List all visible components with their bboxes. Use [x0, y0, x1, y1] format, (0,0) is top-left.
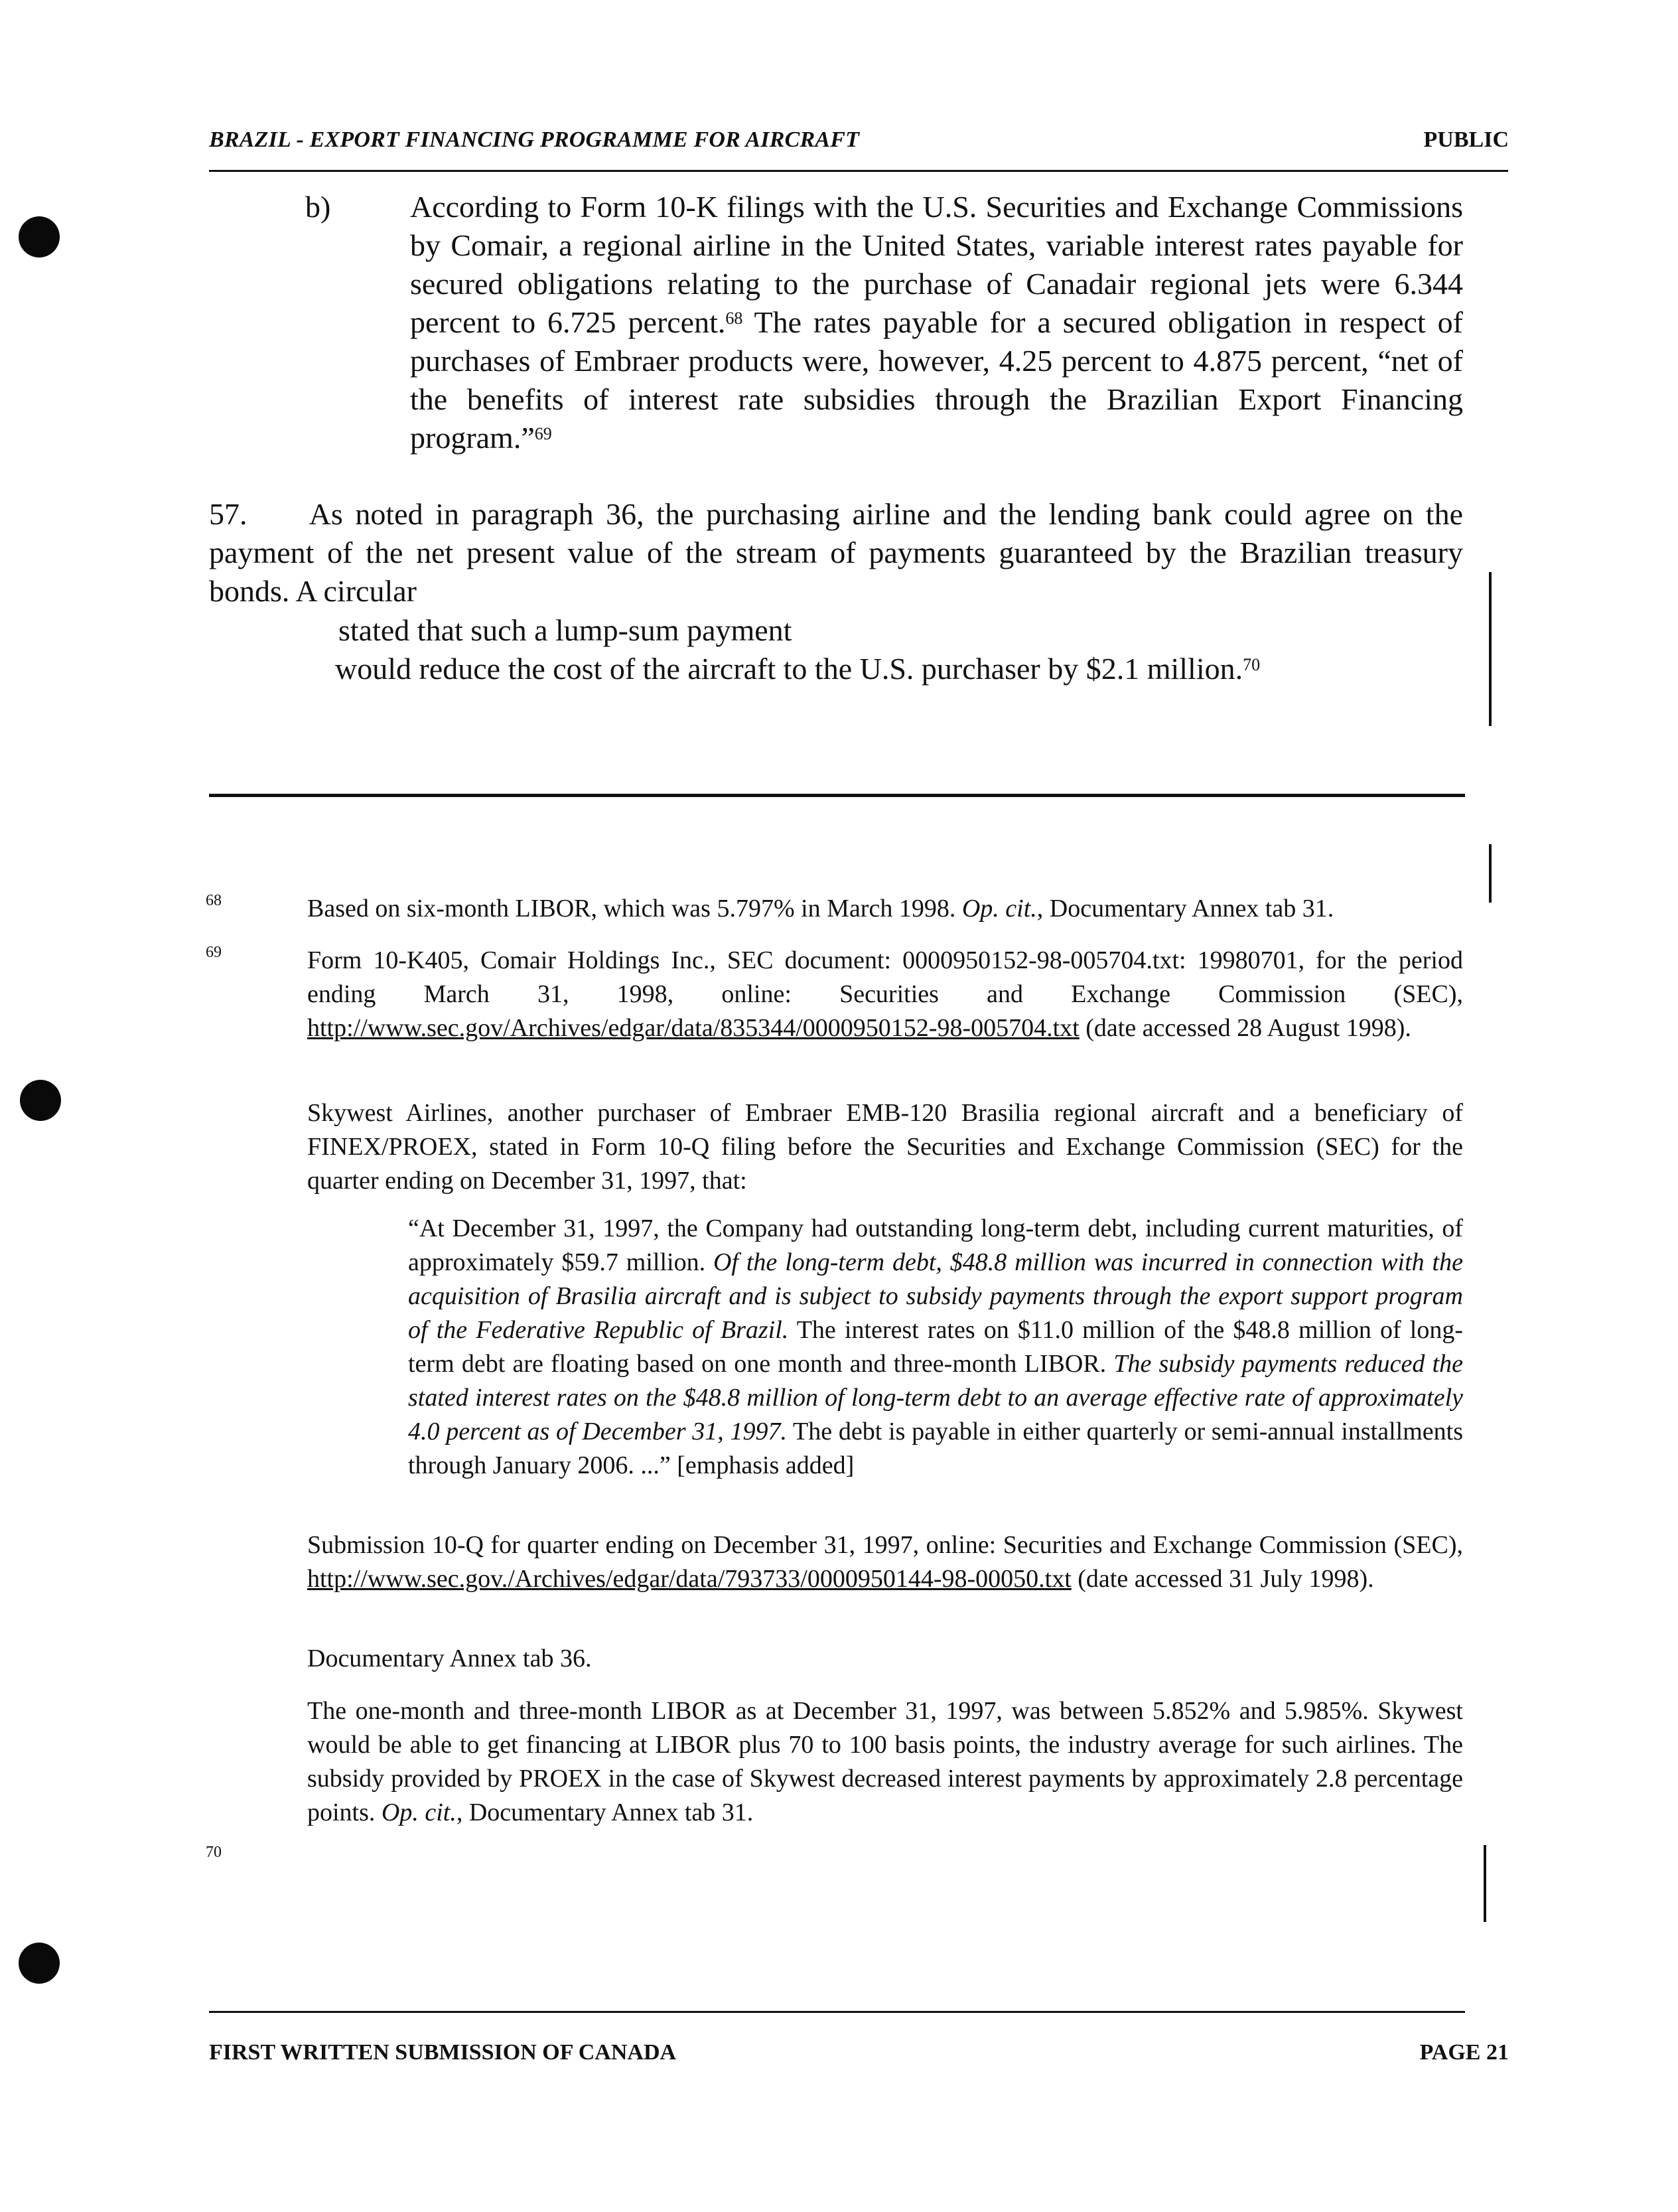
item-b-label: b) — [305, 190, 331, 224]
change-bar-3 — [1484, 1845, 1486, 1922]
footer-submission-title: FIRST WRITTEN SUBMISSION OF CANADA — [209, 2040, 677, 2065]
change-bar-2 — [1489, 844, 1492, 903]
document-title: BRAZIL - EXPORT FINANCING PROGRAMME FOR AIRCRAFT — [209, 127, 860, 152]
submission-url-link[interactable]: http://www.sec.gov./Archives/edgar/data/793733/0000950144-98-00050.txt — [307, 1565, 1072, 1593]
footnote-68-number: 68 — [206, 892, 222, 909]
quote-emphasis-2: The subsidy payments reduced the stated interest rates on the $48.8 million of long-term debt to an average effective rate of approximately 4.0 percent as of December 31, 1997. — [408, 1350, 1463, 1445]
classification-label: PUBLIC — [1423, 127, 1509, 152]
binder-hole-2 — [20, 1080, 61, 1121]
page-number: PAGE 21 — [1419, 2040, 1509, 2065]
paragraph-57-line-end — [335, 650, 1463, 688]
footnote-69-skywest: Skywest Airlines, another purchaser of Embraer EMB-120 Brasilia regional aircraft and a beneficiary of FINEX/PROEX, stated in Form 10-Q filing before the Securities and Exchange Commission (SEC) for the quarter ending on December 31, 1997, that: — [307, 1099, 1463, 1195]
footnote-69-submission — [307, 1528, 1463, 1596]
footnote-68-text — [307, 892, 1463, 926]
footnote-69-text — [307, 944, 1463, 1045]
footnote-69-url-link[interactable]: http://www.sec.gov/Archives/edgar/data/835344/0000950152-98-005704.txt — [307, 1014, 1080, 1042]
change-bar-1 — [1489, 572, 1492, 726]
footnote-69-number: 69 — [206, 944, 222, 961]
paragraph-57-text-end: would reduce the cost of the aircraft to the U.S. purchaser by $2.1 million. — [335, 652, 1243, 686]
paragraph-57: 57. As noted in paragraph 36, the purchasing airline and the lending bank could agree on the payment of the net present value of the stream of payments guaranteed by the Brazilian treasury bonds. A circular — [209, 497, 1463, 608]
footnote-ref-68[interactable]: 68 — [725, 309, 743, 328]
submission-text-b: (date accessed 31 July 1998). — [1071, 1565, 1374, 1593]
quote-text-1: “At December 31, 1997, the Company had outstanding long-term debt, including current maturities, of approximately $59.7 million. — [408, 1215, 1463, 1276]
binder-hole-1 — [19, 216, 60, 258]
quote-text-3: The debt is payable in either quarterly or semi-annual installments through January 2006. ...” [emphasis added] — [408, 1418, 1463, 1479]
paragraph-57-line: stated that such a lump-sum payment — [338, 613, 792, 647]
footnote-69-annex: Documentary Annex tab 36. — [307, 1645, 592, 1672]
footnote-68-text-a: Based on six-month LIBOR, which was 5.797% in March 1998. — [307, 895, 962, 922]
footnote-68-text-b: , Documentary Annex tab 31. — [1036, 895, 1334, 922]
footnote-68-opcit: Op. cit. — [961, 895, 1037, 922]
footnote-70-number: 70 — [206, 1844, 222, 1861]
footnote-69-text-b: (date accessed 28 August 1998). — [1079, 1014, 1411, 1042]
footnote-69-text-a: Form 10-K405, Comair Holdings Inc., SEC document: 0000950152-98-005704.txt: 19980701, for the period ending March 31, 1998, online: Securities and Exchange Commission (SEC), — [307, 946, 1463, 1008]
libor-opcit: Op. cit. — [381, 1799, 456, 1826]
footnote-ref-69[interactable]: 69 — [534, 424, 552, 443]
libor-text-a: The one-month and three-month LIBOR as at December 31, 1997, was between 5.852% and 5.985%. Skywest would be able to get financing at LIBOR plus 70 to 100 basis points, the industry average for such airlines. The subsidy provided by PROEX in the case of Skywest decreased interest payments by approximately 2.8 percentage points. — [307, 1697, 1463, 1826]
quote-text-2: The interest rates on $11.0 million of the $48.8 million of long-term debt are floating based on one month and three-month LIBOR. — [408, 1316, 1463, 1378]
binder-hole-3 — [19, 1943, 60, 1984]
submission-text-a: Submission 10-Q for quarter ending on December 31, 1997, online: Securities and Exchange Commission (SEC), — [307, 1531, 1463, 1559]
footnote-ref-70[interactable]: 70 — [1243, 655, 1261, 674]
item-b-paragraph — [410, 188, 1463, 457]
libor-text-b: , Documentary Annex tab 31. — [456, 1799, 754, 1826]
footnote-separator — [209, 794, 1465, 797]
item-b-text-2: The rates payable for a secured obligation in respect of purchases of Embraer products were, however, 4.25 percent to 4.875 percent, “net of the benefits of interest rate subsidies through the Brazilian Export Financing program.” — [410, 305, 1463, 455]
footer-rule — [209, 2011, 1465, 2013]
header-rule — [209, 170, 1508, 172]
quote-emphasis-1: Of the long-term debt, $48.8 million was incurred in connection with the acquisition of Brasilia aircraft and is subject to subsidy payments through the export support program of the Federative Republic of Brazil. — [408, 1248, 1463, 1344]
footnote-69-quote — [408, 1212, 1463, 1483]
item-b-text-1: According to Form 10-K filings with the U.S. Securities and Exchange Commissions by Comair, a regional airline in the United States, variable interest rates payable for secured obligations relating to the purchase of Canadair regional jets were 6.344 percent to 6.725 percent. — [410, 190, 1463, 339]
footnote-69-libor — [307, 1694, 1463, 1830]
